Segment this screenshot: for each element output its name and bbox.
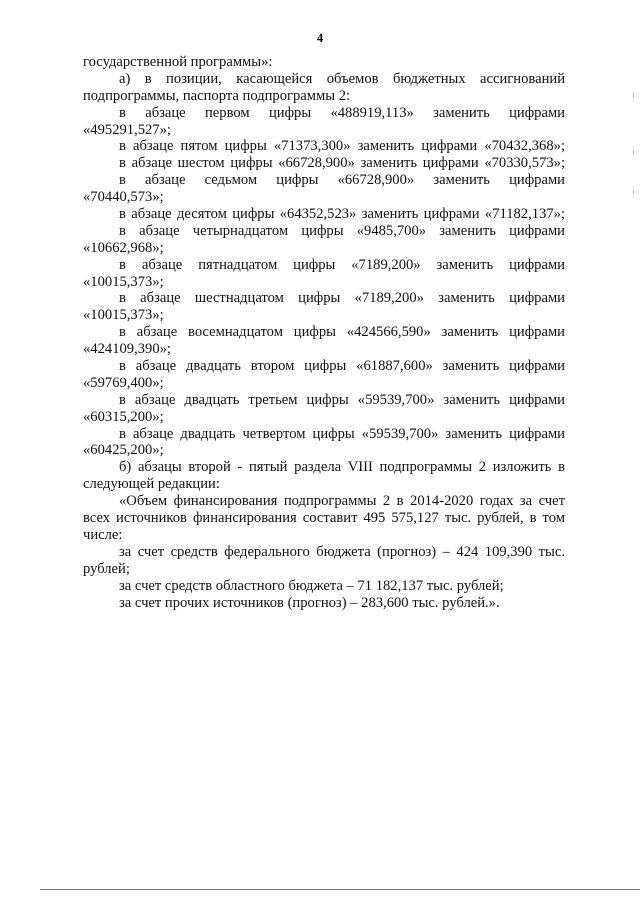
- text-line: всех источников финансирования составит 495 575,127 тыс. рублей, в том: [83, 510, 565, 527]
- text-line: «495291,527»;: [83, 121, 171, 138]
- scan-margin-mark: [633, 150, 634, 155]
- bottom-scan-rule: [40, 889, 640, 890]
- text-line: за счет средств областного бюджета – 71 182,137 тыс. рублей;: [119, 577, 504, 594]
- text-line: «60315,200»;: [83, 408, 164, 425]
- text-line: в абзаце первом цифры «488919,113» заменить цифрами: [119, 104, 565, 121]
- text-line: государственной программы»:: [83, 54, 273, 70]
- text-line: в абзаце пятом цифры «71373,300» заменить цифрами «70432,368»;: [119, 138, 565, 155]
- page-number: 4: [316, 30, 324, 45]
- text-line: «59769,400»;: [83, 374, 164, 391]
- text-line: в абзаце шестнадцатом цифры «7189,200» заменить цифрами: [119, 290, 565, 307]
- text-line: б) абзацы второй - пятый раздела VIII подпрограммы 2 изложить в: [119, 459, 565, 476]
- text-line: «10662,968»;: [83, 239, 164, 256]
- text-line: в абзаце десятом цифры «64352,523» заменить цифрами «71182,137»;: [119, 206, 565, 223]
- text-line: рублей;: [83, 560, 130, 577]
- text-line: в абзаце четырнадцатом цифры «9485,700» заменить цифрами: [119, 222, 565, 239]
- document-body: [83, 54, 565, 611]
- text-line: «10015,373»;: [83, 273, 164, 290]
- text-line: «10015,373»;: [83, 307, 164, 324]
- text-line: в абзаце двадцать втором цифры «61887,600» заменить цифрами: [119, 358, 565, 375]
- text-line: «424109,390»;: [83, 341, 171, 358]
- text-line: в абзаце двадцать третьем цифры «59539,700» заменить цифрами: [119, 391, 565, 408]
- text-line: следующей редакции:: [83, 476, 220, 493]
- text-line: за счет средств федерального бюджета (прогноз) – 424 109,390 тыс.: [119, 543, 565, 560]
- text-line: «70440,573»;: [83, 189, 164, 206]
- text-line: в абзаце двадцать четвертом цифры «59539,700» заменить цифрами: [119, 425, 565, 442]
- scan-margin-mark: [633, 92, 634, 98]
- text-line: «60425,200»;: [83, 442, 164, 459]
- text-line: числе:: [83, 526, 123, 543]
- text-line: в абзаце восемнадцатом цифры «424566,590» заменить цифрами: [119, 324, 565, 341]
- text-line: за счет прочих источников (прогноз) – 283,600 тыс. рублей.».: [119, 594, 500, 611]
- scan-margin-mark: [633, 190, 634, 194]
- text-line: в абзаце шестом цифры «66728,900» заменить цифрами «70330,573»;: [119, 155, 565, 172]
- text-line: подпрограммы, паспорта подпрограммы 2:: [83, 87, 351, 104]
- text-line: в абзаце седьмом цифры «66728,900» заменить цифрами: [119, 172, 565, 189]
- text-line: «Объем финансирования подпрограммы 2 в 2014-2020 годах за счет: [119, 493, 565, 510]
- text-line: в абзаце пятнадцатом цифры «7189,200» заменить цифрами: [119, 256, 565, 273]
- text-line: а) в позиции, касающейся объемов бюджетных ассигнований: [119, 70, 565, 87]
